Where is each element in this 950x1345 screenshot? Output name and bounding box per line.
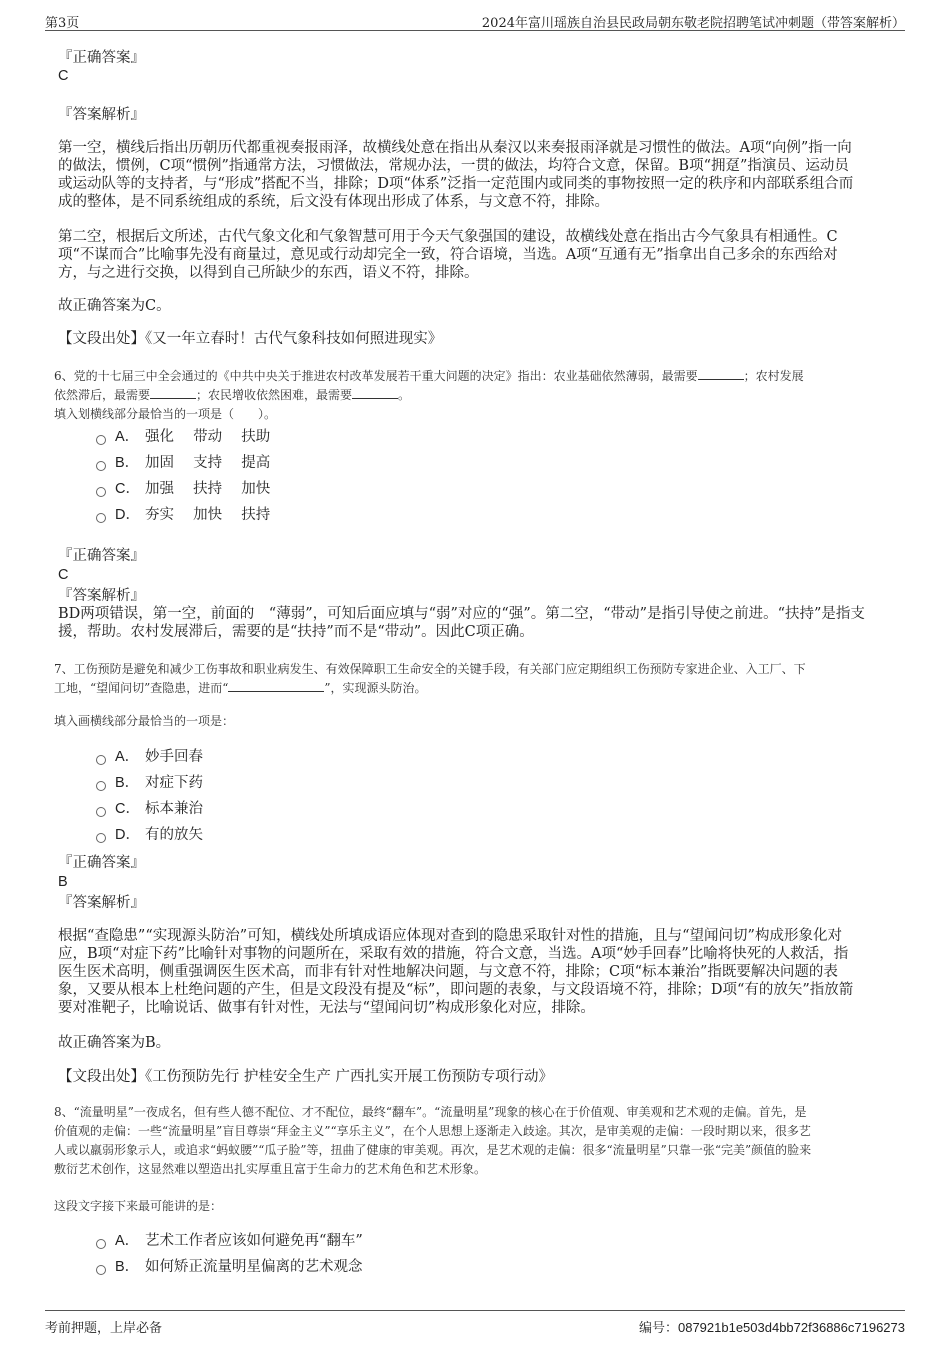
q7-analysis-line: 象，又要从根本上杜绝问题的产生，但是文段没有提及“标”，即问题的表象，与文段语境不符，排除；D项“有的放矢”指放箭 <box>58 982 854 998</box>
q5-analysis-line: 第一空，横线后指出历朝历代都重视奏报雨泽，故横线处意在指出从秦汉以来奏报雨泽就是习惯性的做法。A项“向例”指一向 <box>58 140 852 156</box>
q5-analysis-line: 第二空，根据后文所述，古代气象文化和气象智慧可用于今天气象强国的建设，故横线处意在指出古今气象具有相通性。C <box>58 229 838 245</box>
q7-option-a[interactable]: A． 妙手回春 <box>96 748 203 766</box>
page-footer <box>45 1310 905 1335</box>
q5-answer: C <box>58 68 69 84</box>
q6-analysis-line: BD两项错误，第一空，前面的 “薄弱”，可知后面应填与“弱”对应的“强”。第二空，“带动”是指引导使之前进。“扶持”是指支 <box>58 606 865 622</box>
blank-line <box>228 679 324 692</box>
q6-option-b[interactable]: B． 加固 支持 提高 <box>96 454 270 472</box>
q7-analysis-line: 应，B项“对症下药”比喻针对事物的问题所在，采取有效的措施，符合文意，当选。A项“妙手回春”比喻将快死的人救活，指 <box>58 946 849 962</box>
q8-stem-line: 敷衍艺术创作，这显然难以塑造出扎实厚重且富于生命力的艺术角色和艺术形象。 <box>54 1162 487 1176</box>
q7-prompt: 填入画横线部分最恰当的一项是： <box>54 714 235 728</box>
footer-slogan: 考前押题，上岸必备 <box>45 1321 163 1336</box>
q6-prompt: 填入划横线部分最恰当的一项是（ ）。 <box>54 407 277 421</box>
q6-stem-line2: 依然滞后，最需要 ；农民增收依然困难，最需要 。 <box>54 388 411 402</box>
q5-analysis-line: 成的整体，是不同系统组成的系统，后文没有体现出形成了体系，与文意不符，排除。 <box>58 194 609 210</box>
q8-stem-line: 8、“流量明星”一夜成名，但有些人德不配位、才不配位，最终“翻车”。“流量明星”现象的核心在于价值观、审美观和艺术观的走偏。首先，是 <box>54 1105 807 1119</box>
q7-analysis-line: 要对准靶子，比喻说话、做事有针对性，无法与“望闻问切”构成形象化对应，排除。 <box>58 1000 595 1016</box>
blank-line <box>352 386 398 399</box>
q6-option-c[interactable]: C． 加强 扶持 加快 <box>96 480 270 498</box>
blank-line <box>698 367 744 380</box>
q6-option-d[interactable]: D． 夯实 加快 扶持 <box>96 506 270 524</box>
q5-analysis-label: 『答案解析』 <box>58 107 145 123</box>
q8-stem-line: 价值观的走偏：一些“流量明星”盲目尊崇“拜金主义”“享乐主义”，在个人思想上逐渐走入歧途。其次，是审美观的走偏：一段时期以来，很多艺 <box>54 1124 811 1138</box>
radio-icon[interactable] <box>96 807 106 817</box>
q6-answer-label: 『正确答案』 <box>58 548 145 564</box>
q6-analysis-label: 『答案解析』 <box>58 588 145 604</box>
radio-icon[interactable] <box>96 755 106 765</box>
q7-stem-line2: 工地，“望闻问切”查隐患，进而“ ”，实现源头防治。 <box>54 681 427 695</box>
radio-icon[interactable] <box>96 487 106 497</box>
q7-analysis-label: 『答案解析』 <box>58 895 145 911</box>
radio-icon[interactable] <box>96 513 106 523</box>
q7-analysis-line: 医生医术高明，侧重强调医生医术高，而非有针对性地解决问题，与文意不符，排除；C项“标本兼治”指既要解决问题的表 <box>58 964 838 980</box>
q5-analysis-line: 项“不谋而合”比喻事先没有商量过，意见或行动却完全一致，符合语境，当选。A项“互通有无”指拿出自己多余的东西给对 <box>58 247 838 263</box>
q5-conclusion: 故正确答案为C。 <box>58 298 171 314</box>
q8-stem-line: 人或以羸弱形象示人，或追求“蚂蚁腰”“瓜子脸”等，扭曲了健康的审美观。再次，是艺术观的走偏：很多“流量明星”只靠一张“完美”颜值的脸来 <box>54 1143 812 1157</box>
q5-answer-label: 『正确答案』 <box>58 50 145 66</box>
q5-analysis-line: 的做法，惯例，C项“惯例”指通常方法，习惯做法，常规办法，一贯的做法，均符合文意，保留。B项“拥趸”指演员、运动员 <box>58 158 849 174</box>
document-title: 2024年富川瑶族自治县民政局朝东敬老院招聘笔试冲刺题（带答案解析） <box>481 16 905 31</box>
q7-analysis-line: 根据“查隐患”“实现源头防治”可知，横线处所填成语应体现对查到的隐患采取针对性的措施，且与“望闻问切”构成形象化对 <box>58 928 842 944</box>
radio-icon[interactable] <box>96 1265 106 1275</box>
q7-stem: 7、工伤预防是避免和减少工伤事故和职业病发生、有效保障职工生命安全的关键手段，有关部门应定期组织工伤预防专家进企业、入工厂、下 <box>54 662 806 676</box>
page-header <box>45 8 905 31</box>
q8-option-a[interactable]: A． 艺术工作者应该如何避免再“翻车” <box>96 1232 363 1250</box>
q7-option-d[interactable]: D． 有的放矢 <box>96 826 203 844</box>
q7-option-c[interactable]: C． 标本兼治 <box>96 800 203 818</box>
blank-line <box>150 386 196 399</box>
radio-icon[interactable] <box>96 781 106 791</box>
document-code: 编号：087921b1e503d4bb72f36886c7196273 <box>638 1320 905 1336</box>
q7-conclusion: 故正确答案为B。 <box>58 1035 171 1051</box>
q6-analysis-line: 援，帮助。农村发展滞后，需要的是“扶持”而不是“带动”。因此C项正确。 <box>58 624 534 640</box>
q7-source: 【文段出处】《工伤预防先行 护桂安全生产 广西扎实开展工伤预防专项行动》 <box>58 1069 553 1085</box>
q5-analysis-line: 或运动队等的支持者，与“形成”搭配不当，排除；D项“体系”泛指一定范围内或同类的事物按照一定的秩序和内部联系组合而 <box>58 176 854 192</box>
radio-icon[interactable] <box>96 435 106 445</box>
q6-stem: 6、党的十七届三中全会通过的《中共中央关于推进农村改革发展若干重大问题的决定》指出：农业基础依然薄弱，最需要 ；农村发展 <box>54 369 804 383</box>
q7-option-b[interactable]: B． 对症下药 <box>96 774 203 792</box>
q7-answer: B <box>58 874 68 890</box>
q5-source: 【文段出处】《又一年立春时！古代气象科技如何照进现实》 <box>58 331 443 347</box>
q6-option-a[interactable]: A． 强化 带动 扶助 <box>96 428 270 446</box>
q5-analysis-line: 方，与之进行交换，以得到自己所缺少的东西，语义不符，排除。 <box>58 265 479 281</box>
q8-option-b[interactable]: B． 如何矫正流量明星偏离的艺术观念 <box>96 1258 363 1276</box>
page-number: 第3页 <box>45 16 80 31</box>
q6-answer: C <box>58 567 69 583</box>
q7-answer-label: 『正确答案』 <box>58 855 145 871</box>
q8-prompt: 这段文字接下来最可能讲的是： <box>54 1199 223 1213</box>
radio-icon[interactable] <box>96 833 106 843</box>
radio-icon[interactable] <box>96 461 106 471</box>
radio-icon[interactable] <box>96 1239 106 1249</box>
